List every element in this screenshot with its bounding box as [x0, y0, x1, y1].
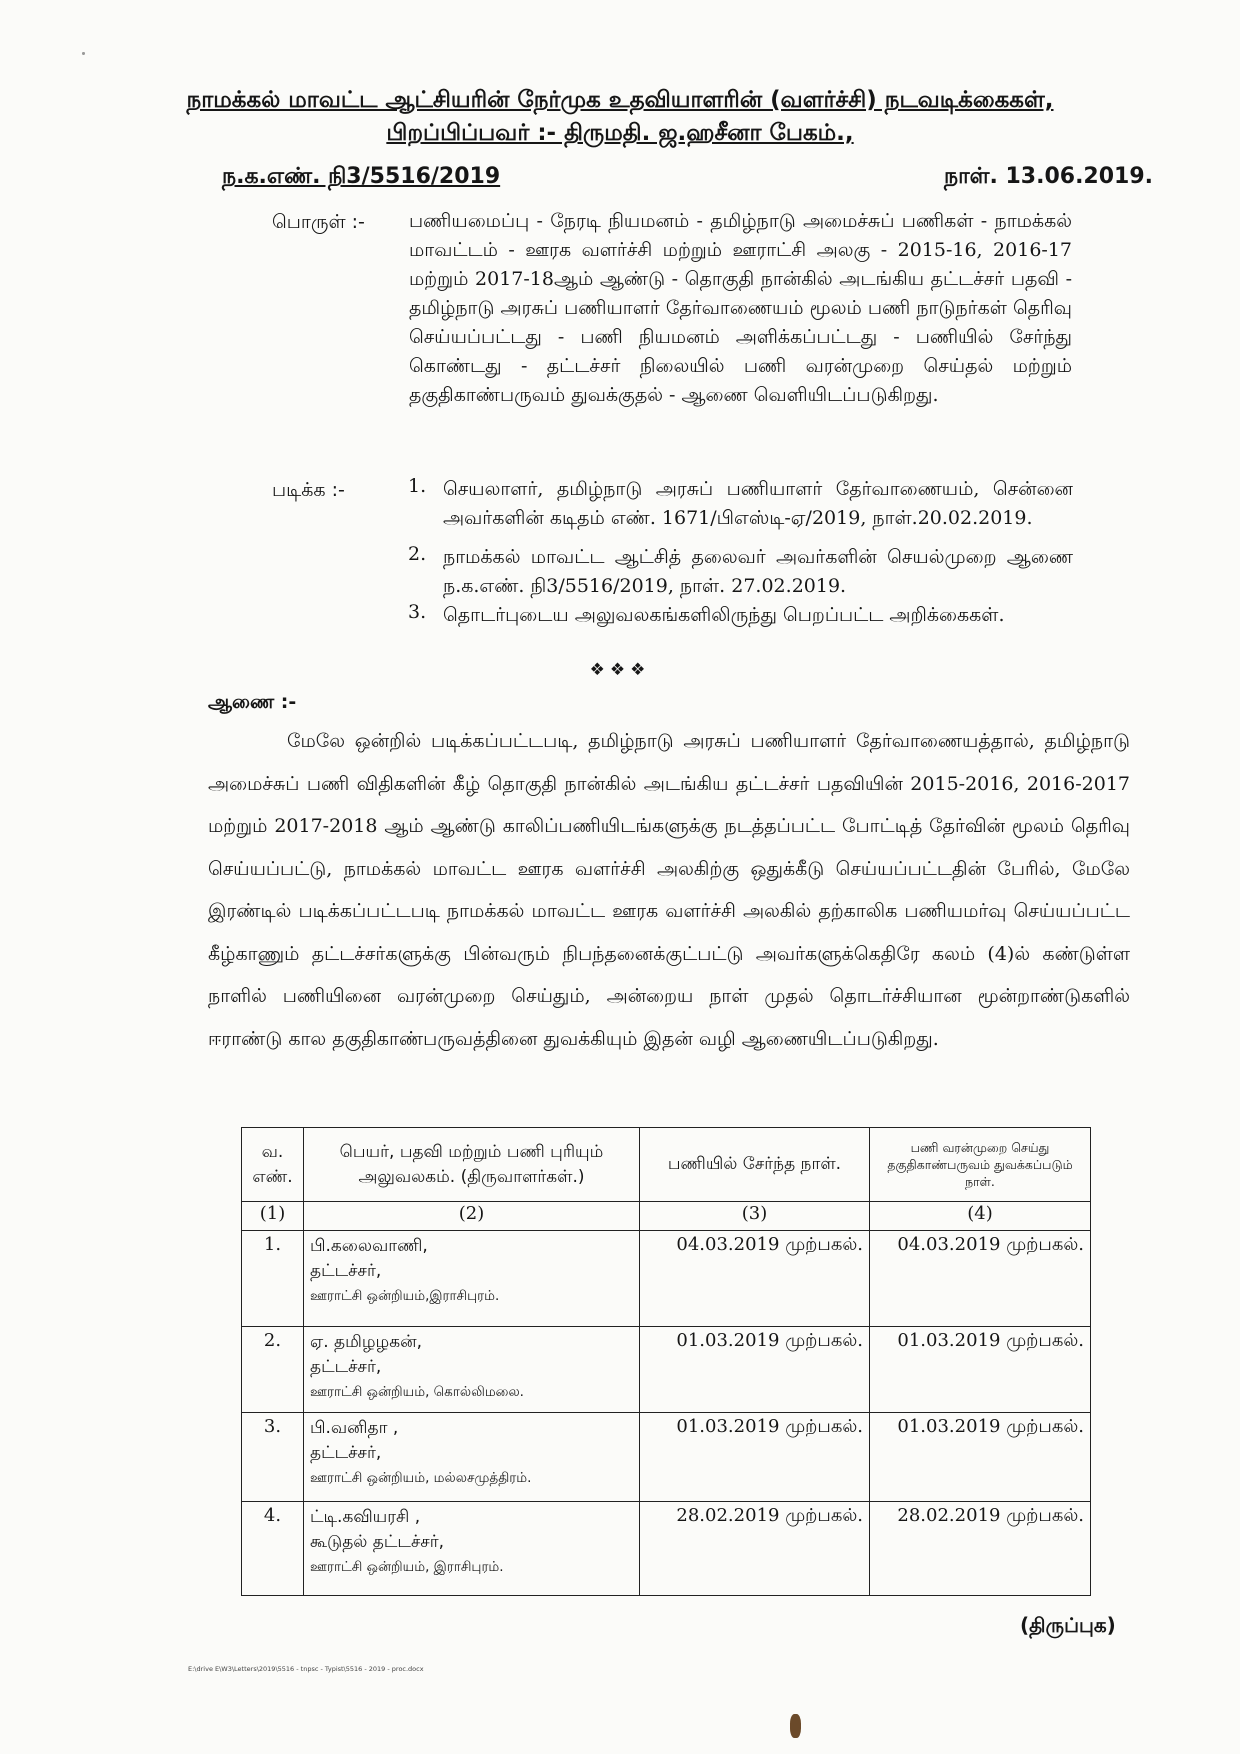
- subject-label: பொருள் :-: [272, 211, 365, 233]
- employee-office: ஊராட்சி ஒன்றியம்,இராசிபுரம்.: [310, 1288, 500, 1304]
- order-text: மேலே ஒன்றில் படிக்கப்பட்டபடி, தமிழ்நாடு அரசுப் பணியாளர் தேர்வாணையத்தால், தமிழ்நாடு அமைச்சுப் பணி விதிகளின் கீழ் தொகுதி நான்கில் அடங்கிய தட்டச்சர் பதவியின் 2015-2016, 2016-2017 மற்றும் 2017-2018 ஆம் ஆண்டு காலிப்பணியிடங்களுக்கு நடத்தப்பட்ட போட்டித் தேர்வின் மூலம் தெரிவு செய்யப்பட்டு, நாமக்கல் மாவட்ட ஊரக வளர்ச்சி அலகிற்கு ஒதுக்கீடு செய்யப்பட்டதின் பேரில், மேலே இரண்டில் படிக்கப்பட்டபடி நாமக்கல் மாவட்ட ஊரக வளர்ச்சி அலகில் தற்காலிக பணியமர்வு செய்யப்பட்ட கீழ்காணும் தட்டச்சர்களுக்கு பின்வரும் நிபந்தனைக்குட்பட்டு அவர்களுக்கெதிரே கலம் (4)ல் கண்டுள்ள நாளில் பணியினை வரன்முறை செய்தும், அன்றைய நாள் முதல் தொடர்ச்சியான மூன்றாண்டுகளில் ஈராண்டு கால தகுதிகாண்பருவத்தினை துவக்கியும் இதன் வழி ஆணையிடப்படுகிறது.: [208, 730, 1130, 1050]
- employee-name: ஏ. தமிழழகன்,: [310, 1332, 422, 1352]
- employee-post: கூடுதல் தட்டச்சர்,: [310, 1532, 445, 1552]
- employee-post: தட்டச்சர்,: [310, 1357, 382, 1377]
- column-number-row: [242, 1202, 1091, 1231]
- reference-3-text: தொடர்புடைய அலுவலகங்களிலிருந்து பெறப்பட்ட அறிக்கைகள்.: [443, 604, 1005, 626]
- serial-number: 3.: [242, 1413, 304, 1502]
- header-joining-date: பணியில் சேர்ந்த நாள்.: [640, 1128, 870, 1202]
- order-label: ஆணை :-: [208, 691, 297, 713]
- employee-details: [304, 1502, 640, 1596]
- employee-office: ஊராட்சி ஒன்றியம், கொல்லிமலை.: [310, 1384, 524, 1400]
- continued-overleaf: (திருப்புக): [1020, 1613, 1116, 1637]
- column-number: (2): [304, 1202, 640, 1231]
- scan-speck: [790, 1714, 801, 1738]
- employee-office: ஊராட்சி ஒன்றியம், இராசிபுரம்.: [310, 1559, 504, 1575]
- header-regularisation-date: பணி வரன்முறை செய்து தகுதிகாண்பருவம் துவக்கப்படும் நாள்.: [870, 1128, 1091, 1202]
- joining-date: 01.03.2019 முற்பகல்.: [640, 1327, 870, 1413]
- employee-details: [304, 1413, 640, 1502]
- column-number: (3): [640, 1202, 870, 1231]
- serial-number: 4.: [242, 1502, 304, 1596]
- section-separator: ❖❖❖: [589, 660, 651, 680]
- employee-office: ஊராட்சி ஒன்றியம், மல்லசமுத்திரம்.: [310, 1470, 532, 1486]
- header-serial-number: வ. எண்.: [242, 1128, 304, 1202]
- reference-3-number: 3.: [408, 601, 427, 623]
- joining-date: 04.03.2019 முற்பகல்.: [640, 1231, 870, 1327]
- joining-date: 28.02.2019 முற்பகல்.: [640, 1502, 870, 1596]
- table-header-row: [242, 1128, 1091, 1202]
- table-row: [242, 1231, 1091, 1327]
- regularisation-date: 01.03.2019 முற்பகல்.: [870, 1327, 1091, 1413]
- typist-regularisation-table: [241, 1127, 1091, 1596]
- table-row: [242, 1502, 1091, 1596]
- reference-1-text: செயலாளர், தமிழ்நாடு அரசுப் பணியாளர் தேர்வாணையம், சென்னை அவர்களின் கடிதம் எண். 1671/பிஎஸ்டி-ஏ/2019, நாள்.20.02.2019.: [443, 478, 1073, 529]
- file-path: E:\drive E\W3\Letters\2019\5516 - tnpsc - Typist\5516 - 2019 - proc.docx: [188, 1665, 424, 1673]
- joining-date: 01.03.2019 முற்பகல்.: [640, 1413, 870, 1502]
- regularisation-date: 04.03.2019 முற்பகல்.: [870, 1231, 1091, 1327]
- references-label: படிக்க :-: [272, 479, 345, 501]
- table-row: [242, 1413, 1091, 1502]
- subject-text: பணியமைப்பு - நேரடி நியமனம் - தமிழ்நாடு அமைச்சுப் பணிகள் - நாமக்கல் மாவட்டம் - ஊரக வளர்ச்சி மற்றும் ஊராட்சி அலகு - 2015-16, 2016-17 மற்றும் 2017-18ஆம் ஆண்டு - தொகுதி நான்கில் அடங்கிய தட்டச்சர் பதவி - தமிழ்நாடு அரசுப் பணியாளர் தேர்வாணையம் மூலம் பணி நாடுநர்கள் தெரிவு செய்யப்பட்டது - பணி நியமனம் அளிக்கப்பட்டது - பணியில் சேர்ந்து கொண்டது - தட்டச்சர் நிலையில் பணி வரன்முறை செய்தல் மற்றும் தகுதிகாண்பருவம் துவக்குதல் - ஆணை வெளியிடப்படுகிறது.: [409, 210, 1072, 406]
- employee-post: தட்டச்சர்,: [310, 1443, 382, 1463]
- employee-details: [304, 1327, 640, 1413]
- serial-number: 2.: [242, 1327, 304, 1413]
- column-number: (1): [242, 1202, 304, 1231]
- scan-speck: [82, 52, 85, 55]
- employee-details: [304, 1231, 640, 1327]
- title-line-2: பிறப்பிப்பவர் :- திருமதி. ஜ.ஹசீனா பேகம்.,: [386, 120, 854, 146]
- reference-2-number: 2.: [408, 543, 427, 565]
- employee-post: தட்டச்சர்,: [310, 1261, 382, 1281]
- order-date: நாள். 13.06.2019.: [944, 164, 1154, 189]
- employee-name: ட்டி.கவியரசி ,: [310, 1507, 421, 1527]
- table-row: [242, 1327, 1091, 1413]
- employee-name: பி.வனிதா ,: [310, 1418, 399, 1438]
- title-line-1: நாமக்கல் மாவட்ட ஆட்சியரின் நேர்முக உதவியாளரின் (வளர்ச்சி) நடவடிக்கைகள்,: [186, 87, 1054, 113]
- regularisation-date: 01.03.2019 முற்பகல்.: [870, 1413, 1091, 1502]
- reference-number: ந.க.எண். நி3/5516/2019: [222, 164, 501, 189]
- regularisation-date: 28.02.2019 முற்பகல்.: [870, 1502, 1091, 1596]
- column-number: (4): [870, 1202, 1091, 1231]
- reference-1-number: 1.: [408, 475, 427, 497]
- employee-name: பி.கலைவாணி,: [310, 1236, 428, 1256]
- reference-2-text: நாமக்கல் மாவட்ட ஆட்சித் தலைவர் அவர்களின் செயல்முறை ஆணை ந.க.எண். நி3/5516/2019, நாள். 27.02.2019.: [443, 546, 1073, 597]
- serial-number: 1.: [242, 1231, 304, 1327]
- header-name-post-office: பெயர், பதவி மற்றும் பணி புரியும் அலுவலகம். (திருவாளர்கள்.): [304, 1128, 640, 1202]
